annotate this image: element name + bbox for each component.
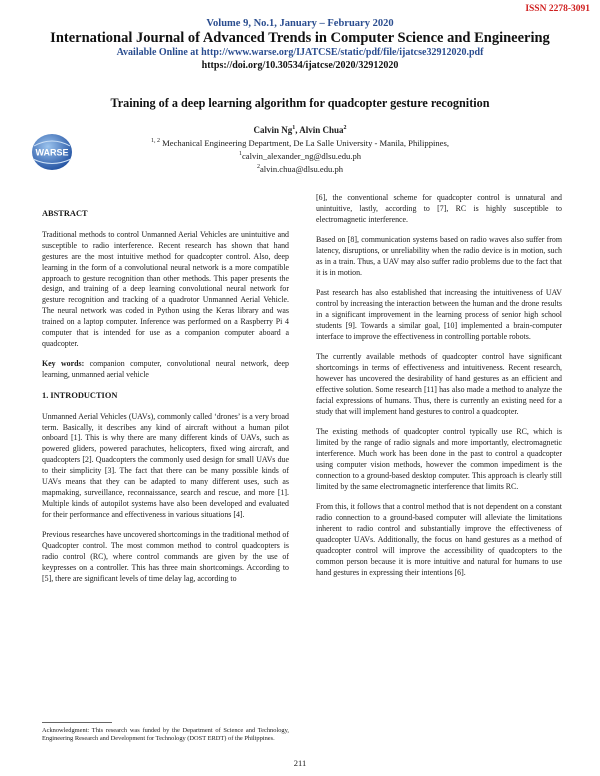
right-paragraph-2: Past research has also established that increasing the intuitiveness of UAV control by increasing the interaction between the human and the drone results in a significant improvement in the learning process of senior high school students [9]. Towards a similar goal, [10] implemented a brain-computer interface to improve the effectiveness in controlling portable robots. <box>316 288 562 341</box>
paper-title: Training of a deep learning algorithm for quadcopter gesture recognition <box>110 96 490 110</box>
introduction-heading: 1. INTRODUCTION <box>42 390 118 400</box>
doi-link[interactable]: https://doi.org/10.30534/ijatcse/2020/32912020 <box>201 60 399 71</box>
right-paragraph-3: The currently available methods of quadcopter control have significant shortcomings in terms of effectiveness and intuitiveness. Recent research, however has uncovered the desirability of hand gestures as an efficient and effective solution. Some research [11] has also made a method to analyze the facial expressions of humans. Thus, there is currently an existing need for a study that will implement hand gestures to control a quadcopter. <box>316 352 562 416</box>
footnote-rule <box>42 722 112 723</box>
department: $^{1, 2}$ Mechanical Engineering Department, De La Salle University - Manila, Philippines, <box>150 137 449 148</box>
journal-title: International Journal of Advanced Trends in Computer Science and Engineering <box>50 30 550 46</box>
issn: ISSN 2278-3091 <box>525 4 590 14</box>
email-2: $^2$alvin.chua@dlsu.edu.ph <box>256 163 344 174</box>
available-online-link[interactable]: Available Online at http://www.warse.org/IJATCSE/static/pdf/file/ijatcse32912020.pdf <box>116 47 484 58</box>
right-paragraph-1: Based on [8], communication systems based on radio waves also suffer from latency, disruptions, or unreliability when the radio device is in motion, such as in a train. Thus, a UAV may also suffer radio problems due to the fact that it is in motion. <box>316 235 562 277</box>
email-1: $^1$calvin_alexander_ng@dlsu.edu.ph <box>238 150 362 161</box>
right-column <box>316 193 562 588</box>
footnote: Acknowledgment: This research was funded by the Department of Science and Technology, Engineering Research and Development for Technology (DOST ERDT) of the Philippines. <box>42 727 289 743</box>
abstract-heading: ABSTRACT <box>42 209 88 218</box>
right-paragraph-5: From this, it follows that a control method that is not dependent on a constant radio connection to a ground-based computer will alleviate the limitations inherent to radio control and substantially improve the effectiveness of quadcopter UAVs. Additionally, the focus on hand gestures as a method of quadcopter control will improve the accessibility of quadcopters to the common person because it is more intuitive and natural for humans to use hand gestures in expressing their intentions [6]. <box>316 502 562 577</box>
intro-paragraph-1: Unmanned Aerial Vehicles (UAVs), commonly called ‘drones’ is a very broad term. Basically, it describes any kind of aircraft without a human pilot onboard [1]. This is why there are many different kinds of UAVs, such as powered gliders, powered parachutes, helicopters, fixed wing aircraft, and quadcopters [2]. Quadcopters the commonly used design for small UAVs due to their simplicity [3]. The fact that there can be many possible kinds of UAVs means that they can be adapted to many different uses, such as mapmaking, surveillance, reconnaissance, search and rescue, and more [1]. Multiple kinds of autopilot systems have also been developed and evaluated for their performance and effectiveness in various situations [4]. <box>42 411 289 519</box>
right-paragraph-4: The existing methods of quadcopter control typically use RC, which is limited by the range of radio signals and more importantly, electromagnetic interference. Much work has been done in the past to control a quadcopter using computer vision methods, however the common impediment is the connection to a ground-based desktop computer. This approach is clearly still limited by the same electromagnetic interference that limits RC. <box>316 427 562 491</box>
volume-info: Volume 9, No.1, January – February 2020 <box>206 18 394 29</box>
logo-text: WARSE <box>35 147 69 158</box>
intro-paragraph-2: Previous researches have uncovered shortcomings in the traditional method of Quadcopter control. The most common method to control quadcopters is radio control (RC), where control commands are given by the use of keypresses on a controller. This has three main shortcomings. According to [5], there are significant levels of time delay lag, according to <box>42 530 289 583</box>
page-number: 211 <box>293 758 307 768</box>
right-paragraph-0: [6], the conventional scheme for quadcopter control is unnatural and unintuitive, lastly, according to [7], RC is highly susceptible to electromagnetic interference. <box>316 193 562 224</box>
keywords: Key words: companion computer, convolutional neural network, deep learning, unmanned aerial vehicle <box>42 359 290 380</box>
affiliation <box>0 136 600 175</box>
left-column <box>42 209 289 594</box>
authors: Calvin Ng$^1$, Alvin Chua$^2$ <box>253 125 347 135</box>
abstract-text: Traditional methods to control Unmanned Aerial Vehicles are unintuitive and susceptible to radio interference. Recent research has shown that hand gestures are the most intuitive method for quadcopter control. Also, deep learning in the form of a convolutional neural network is a more compatible approach to gesture recognition than other methods. This paper presents the design, and training of a deep learning convolutional neural network for gesture recognition and tracking of a quadrotor Unmanned Aerial Vehicle. The neural network was coded in Python using the Keras library and was trained on a laptop computer. Inference was performed on a Raspberry Pi 4 computer that is intended for use as a companion computer aboard a quadcopter. <box>42 229 289 348</box>
